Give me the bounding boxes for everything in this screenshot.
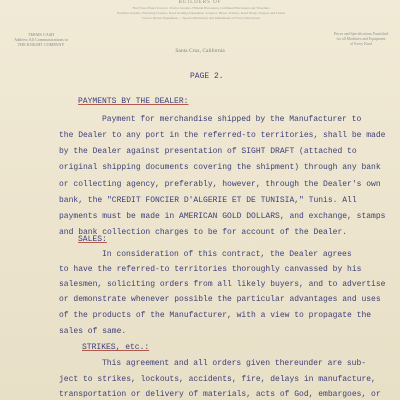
letterhead-desc-line: Holt Four-Wheel Tractors, Tractor Graders, Hillside Harvesters, Combined Harvesters and Threshers: [132, 6, 270, 10]
letterhead-desc-line: Tractor Drawn Equipment — Special Machinery and Implements of Every Description: [141, 16, 261, 20]
payment-heading: PAYMENTS BY THE DEALER:: [78, 97, 189, 106]
letterhead-right-line: Prices and Specifications Furnished: [333, 32, 389, 36]
paragraph-line: salesmen, soliciting orders from all likely buyers, and to advertise: [59, 280, 386, 289]
paragraph-line: payments must be made in AMERICAN GOLD DOLLARS, and exchange, stamps: [59, 212, 386, 221]
paragraph-line: or collecting agency, preferably, however, through the Dealer's own: [59, 180, 381, 189]
paragraph-line: ject to strikes, lockouts, accidents, fire, delays in manufacture,: [59, 375, 376, 384]
paragraph-line: This agreement and all orders given thereunder are sub-: [102, 359, 367, 368]
letterhead-prices-note: [330, 32, 392, 47]
letterhead-title: BUILDERS OF: [178, 0, 222, 5]
strikes-heading: STRIKES, etc.:: [82, 343, 150, 352]
page-number: PAGE 2.: [190, 72, 224, 81]
paragraph-line: to have the referred-to territories thoroughly canvassed by his: [59, 265, 362, 274]
letterhead-right-line: of Every Kind: [350, 42, 372, 46]
letterhead-left-line: Address All Communications to: [14, 37, 68, 42]
paragraph-line: transportation or delivery of materials, acts of God, embargoes, or: [59, 390, 381, 399]
paragraph-line: of the products of the Manufacturer, with a view to propagate the: [59, 311, 372, 320]
sales-heading: SALES:: [78, 235, 107, 244]
paragraph-line: or demonstrate whenever possible the particular advantages and uses: [59, 295, 381, 304]
letterhead-description: [26, 6, 376, 21]
letterhead-city: Santa Cruz, California: [175, 48, 225, 54]
paragraph-line: In consideration of this contract, the Dealer agrees: [102, 250, 352, 259]
paragraph-line: by the Dealer against presentation of SIGHT DRAFT (attached to: [59, 147, 357, 156]
paragraph-line: the Dealer to any port in the referred-to territories, shall be made: [59, 131, 386, 140]
paragraph-line: and bank collection charges to be for account of the Dealer.: [59, 228, 348, 237]
letterhead: [0, 0, 400, 58]
letterhead-left-line: THE KNIGHT COMPANY: [17, 42, 65, 47]
letterhead-desc-line: Northern Graders, Elevating Graders, Road Grading Equipment, Scrapers, Plows, Trailers, Road Drags, Wagons and Trucks: [116, 11, 286, 15]
letterhead-left-line: TERMS CASH: [27, 32, 55, 37]
letterhead-terms: [10, 32, 72, 47]
paragraph-line: sales of same.: [59, 327, 127, 336]
paragraph-line: original shipping documents covering the shipment) through any bank: [59, 163, 381, 172]
letterhead-right-line: for all Machines and Equipment: [336, 37, 386, 41]
paragraph-line: bank, the "CREDIT FONCIER D'ALGERIE ET DE TUNISIA," Tunis. All: [59, 196, 357, 205]
paragraph-line: Payment for merchandise shipped by the Manufacturer to: [102, 115, 362, 124]
